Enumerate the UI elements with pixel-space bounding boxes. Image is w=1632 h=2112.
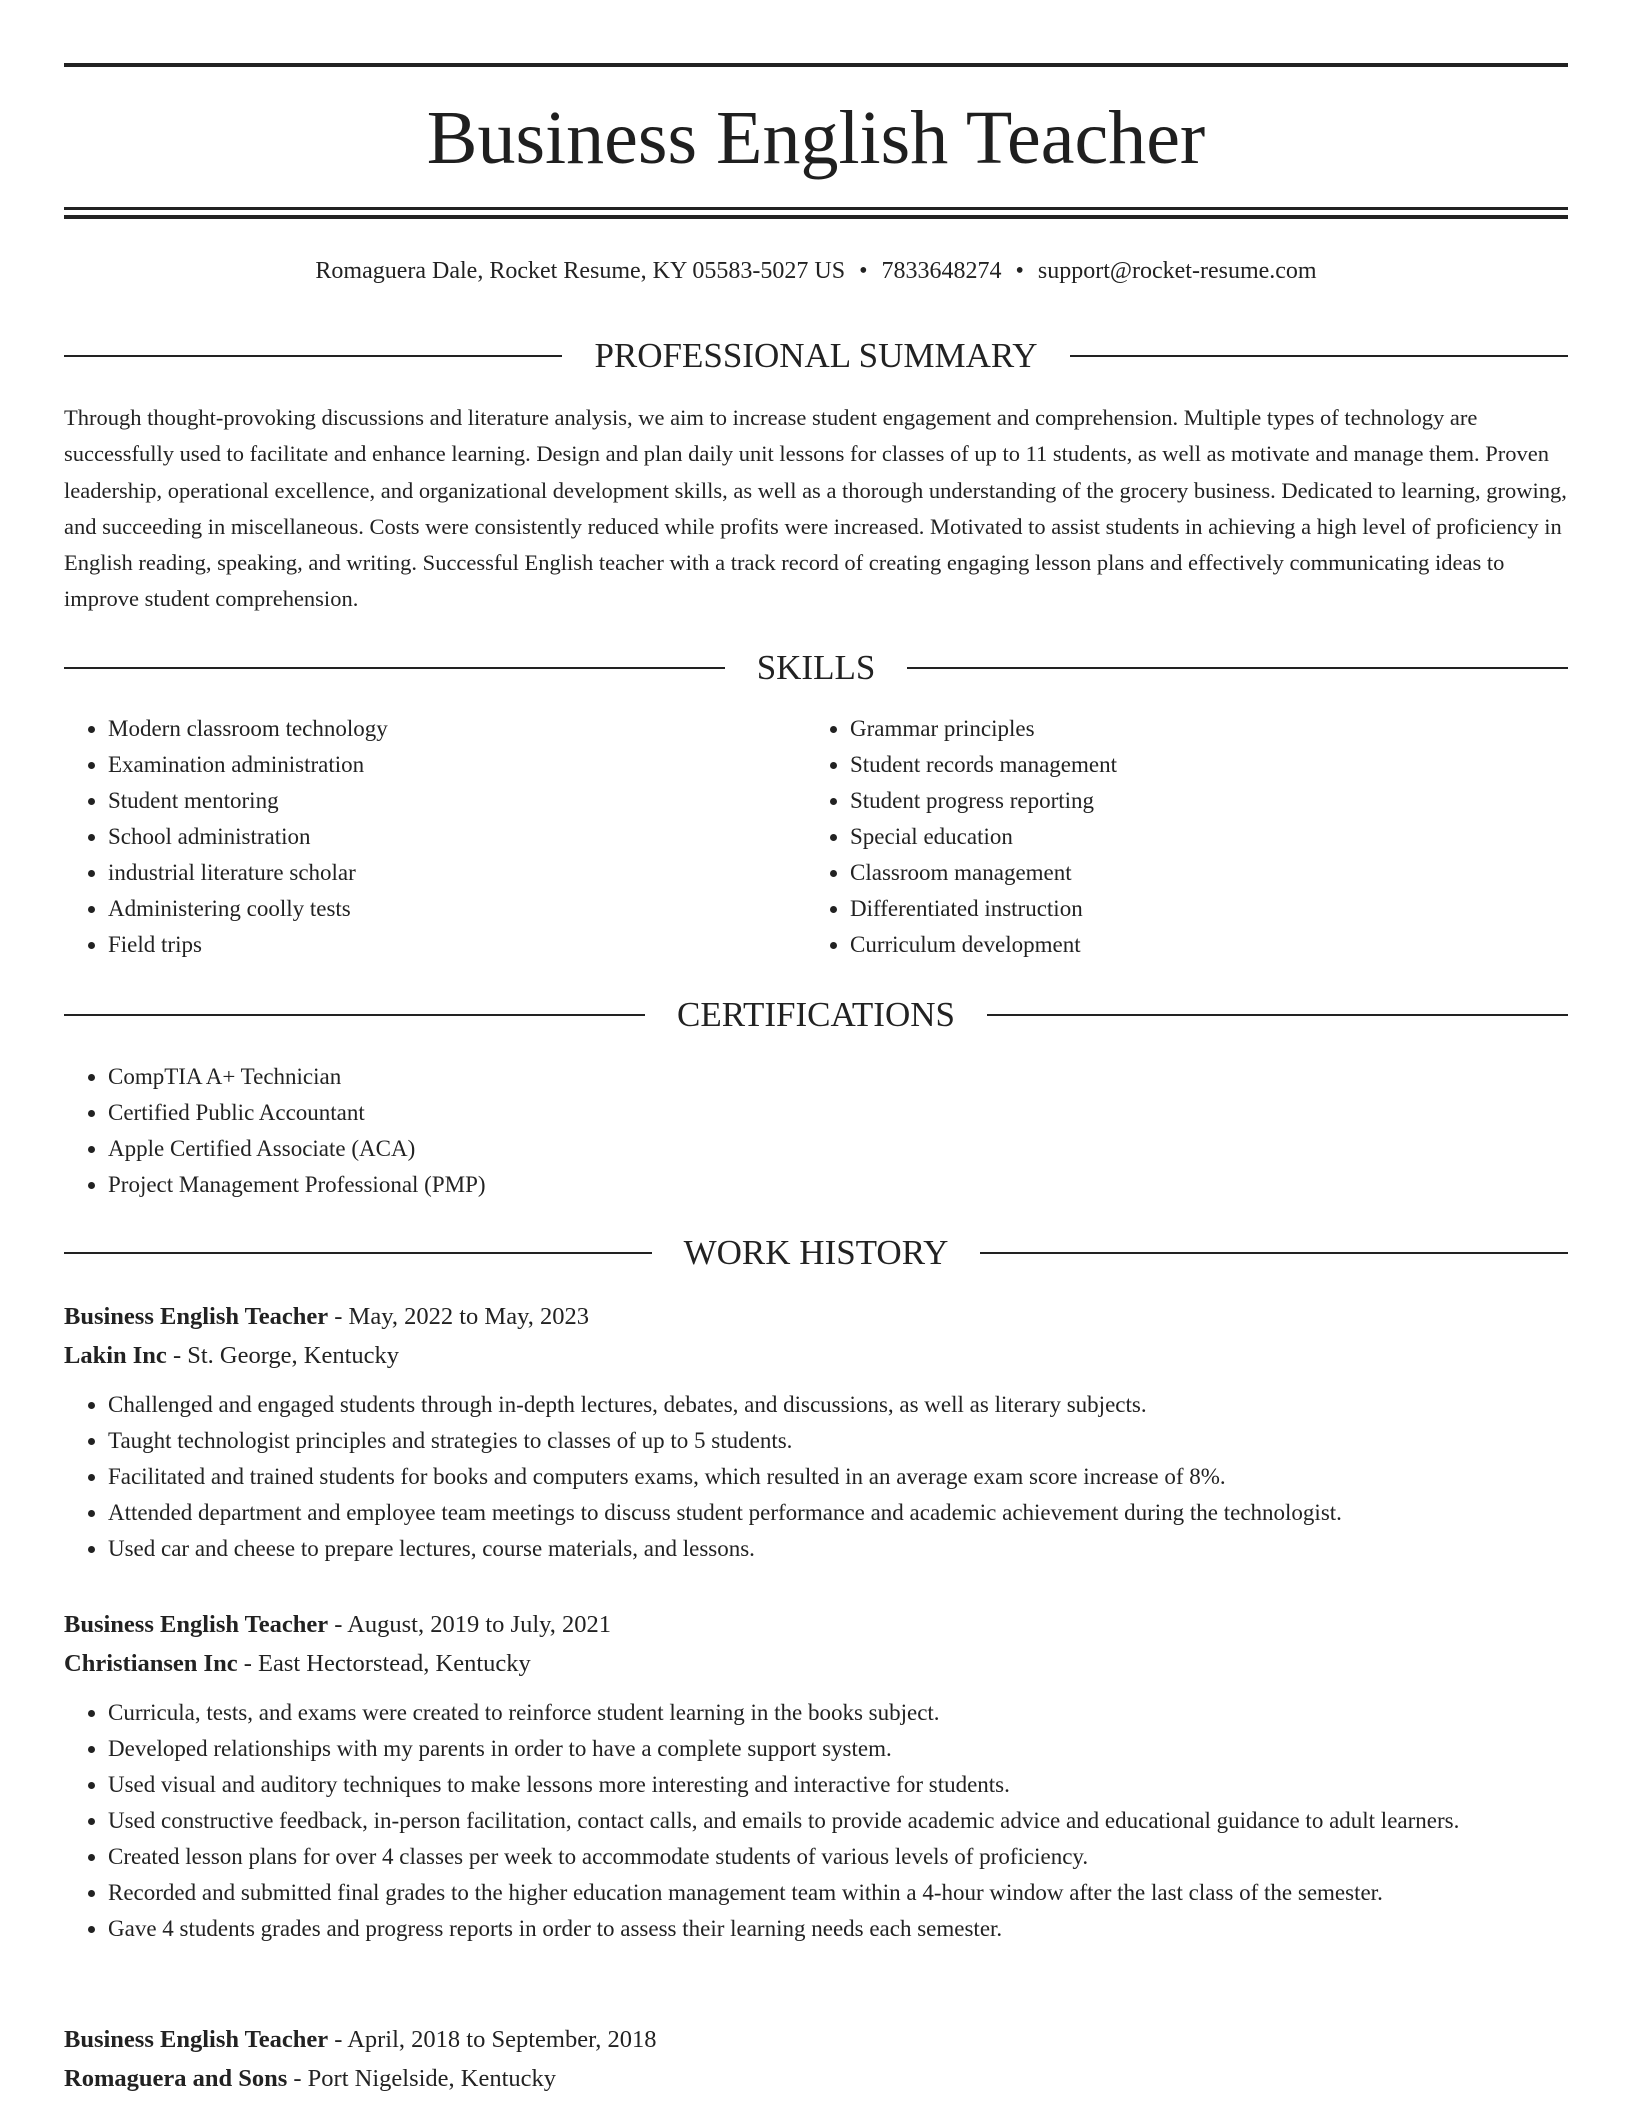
- title-rule-upper: [64, 207, 1568, 210]
- job-company: Christiansen Inc: [64, 1650, 238, 1677]
- summary-text: Through thought-provoking discussions and literature analysis, we aim to increase student engagement and comprehension. Multiple types of technology are successfully used to facilitate and enhance learning. Design and plan daily unit lessons for classes of up to 11 students, as well as motivate and manage them. Proven leadership, operational excellence, and organizational development skills, as well as a thorough understanding of the grocery business. Dedicated to learning, growing, and succeeding in miscellaneous. Costs were consistently reduced while profits were increased. Motivated to assist students in achieving a high level of proficiency in English reading, speaking, and writing. Successful English teacher with a track record of creating engaging lesson plans and effectively communicating ideas to improve student comprehension.: [64, 405, 1567, 612]
- section-heading-work-history: [64, 1231, 1568, 1275]
- heading-rule: [980, 1252, 1568, 1254]
- contact-address: Romaguera Dale, Rocket Resume, KY 05583-5027 US: [315, 258, 846, 284]
- skill-item: • Classroom management: [850, 855, 1546, 891]
- contact-line: [64, 254, 1568, 288]
- job-dates: - May, 2022 to May, 2023: [328, 1303, 589, 1330]
- job-location: - Port Nigelside, Kentucky: [287, 2065, 557, 2092]
- skill-item: • Student progress reporting: [850, 783, 1546, 819]
- contact-phone: 7833648274: [881, 258, 1002, 284]
- skill-item: • Field trips: [108, 927, 804, 963]
- job-location: - St. George, Kentucky: [166, 1342, 400, 1369]
- contact-separator: •: [1015, 258, 1024, 284]
- job-bullet: • Used car and cheese to prepare lectures, course materials, and lessons.: [108, 1531, 1568, 1567]
- job-bullet: • Used constructive feedback, in-person facilitation, contact calls, and emails to provide academic advice and educational guidance to adult learners.: [108, 1803, 1568, 1839]
- job-bullet: • Facilitated and trained students for books and computers exams, which resulted in an average exam score increase of 8%.: [108, 1459, 1568, 1495]
- job-company: Lakin Inc: [64, 1342, 167, 1369]
- section-title: SKILLS: [756, 648, 876, 687]
- certification-item: • Certified Public Accountant: [108, 1095, 1568, 1131]
- certifications-list: [64, 1059, 1568, 1203]
- heading-rule: [907, 667, 1568, 669]
- skill-item: • Grammar principles: [850, 711, 1546, 747]
- certification-item: • CompTIA A+ Technician: [108, 1059, 1568, 1095]
- job-dates: - April, 2018 to September, 2018: [328, 2026, 657, 2053]
- job-bullet: • Attended department and employee team meetings to discuss student performance and academic achievement during the technologist.: [108, 1495, 1568, 1531]
- job-bullet: • Used visual and auditory techniques to make lessons more interesting and interactive for students.: [108, 1767, 1568, 1803]
- skill-item: • Student records management: [850, 747, 1546, 783]
- section-heading-summary: [64, 334, 1568, 378]
- job-title-line: [64, 1605, 1568, 1644]
- certification-item: • Project Management Professional (PMP): [108, 1167, 1568, 1203]
- title-rule-lower: [64, 215, 1568, 219]
- skill-item: • Special education: [850, 819, 1546, 855]
- section-title: CERTIFICATIONS: [677, 995, 955, 1034]
- section-heading-certifications: [64, 993, 1568, 1037]
- certification-item: • Apple Certified Associate (ACA): [108, 1131, 1568, 1167]
- top-rule: [64, 63, 1568, 67]
- job-title: Business English Teacher: [64, 1303, 329, 1330]
- resume-title: Business English Teacher: [426, 96, 1206, 180]
- job-bullet: • Recorded and submitted final grades to the higher education management team within a 4-hour window after the last class of the semester.: [108, 1875, 1568, 1911]
- job-entry: [64, 1605, 1568, 1947]
- skills-column-left: [64, 711, 804, 963]
- job-bullet: • Challenged and engaged students through in-depth lectures, debates, and discussions, as well as literary subjects.: [108, 1387, 1568, 1423]
- skills-column-right: [806, 711, 1546, 963]
- job-bullet: • Taught technologist principles and strategies to classes of up to 5 students.: [108, 1423, 1568, 1459]
- skill-item: • Curriculum development: [850, 927, 1546, 963]
- job-dates: - August, 2019 to July, 2021: [328, 1611, 612, 1638]
- contact-separator: •: [859, 258, 868, 284]
- skill-item: • industrial literature scholar: [108, 855, 804, 891]
- job-entry: [64, 2020, 1568, 2098]
- skill-item: • Administering coolly tests: [108, 891, 804, 927]
- heading-rule: [64, 667, 725, 669]
- heading-rule: [1070, 355, 1568, 357]
- skill-item: • Student mentoring: [108, 783, 804, 819]
- section-heading-skills: [64, 646, 1568, 690]
- job-company-line: [64, 2059, 1568, 2098]
- contact-email: support@rocket-resume.com: [1037, 258, 1317, 284]
- heading-rule: [64, 355, 562, 357]
- job-title-line: [64, 2020, 1568, 2059]
- job-title: Business English Teacher: [64, 2026, 329, 2053]
- section-title: WORK HISTORY: [683, 1233, 949, 1272]
- job-bullet: • Developed relationships with my parents in order to have a complete support system.: [108, 1731, 1568, 1767]
- skill-item: • Examination administration: [108, 747, 804, 783]
- job-title: Business English Teacher: [64, 1611, 329, 1638]
- job-entry: [64, 1297, 1568, 1567]
- job-bullet: • Created lesson plans for over 4 classes per week to accommodate students of various levels of proficiency.: [108, 1839, 1568, 1875]
- section-title: PROFESSIONAL SUMMARY: [594, 336, 1038, 375]
- job-location: - East Hectorstead, Kentucky: [237, 1650, 531, 1677]
- job-company: Romaguera and Sons: [64, 2065, 288, 2092]
- job-bullet: • Curricula, tests, and exams were created to reinforce student learning in the books subject.: [108, 1695, 1568, 1731]
- job-bullet: • Gave 4 students grades and progress reports in order to assess their learning needs each semester.: [108, 1911, 1568, 1947]
- job-title-line: [64, 1297, 1568, 1336]
- heading-rule: [64, 1252, 652, 1254]
- skill-item: • Differentiated instruction: [850, 891, 1546, 927]
- job-company-line: [64, 1336, 1568, 1375]
- heading-rule: [64, 1014, 645, 1016]
- skill-item: • School administration: [108, 819, 804, 855]
- skill-item: • Modern classroom technology: [108, 711, 804, 747]
- job-company-line: [64, 1644, 1568, 1683]
- heading-rule: [987, 1014, 1568, 1016]
